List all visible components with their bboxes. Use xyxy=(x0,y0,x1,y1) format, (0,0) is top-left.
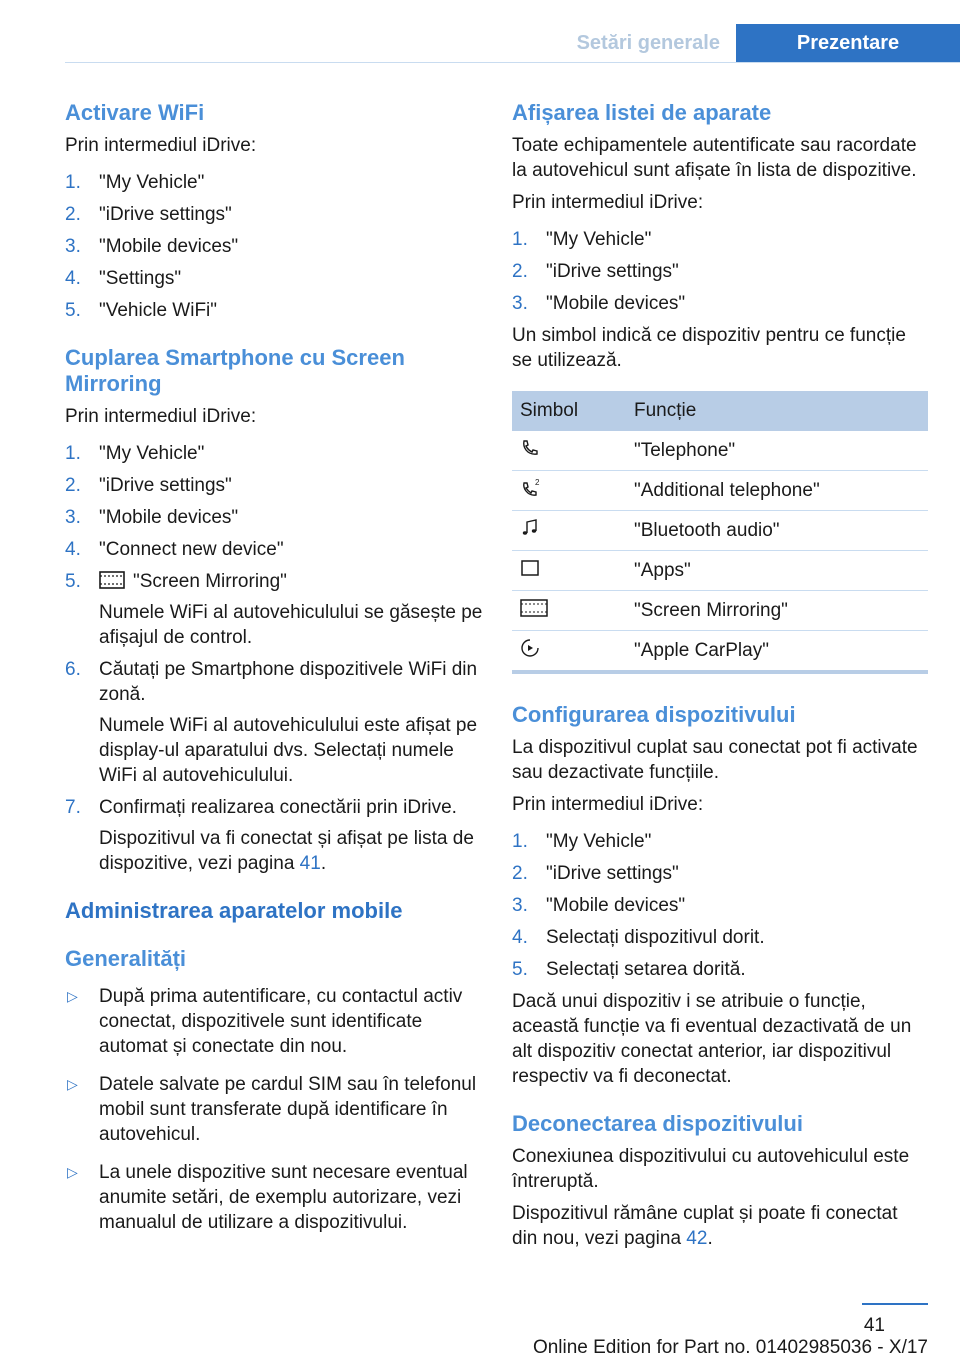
mirroring-heading: Cuplarea Smartphone cu Screen Mirroring xyxy=(65,345,405,396)
symbol-table xyxy=(512,391,928,674)
function-cell: "Screen Mirroring" xyxy=(626,591,928,631)
list-item: 3. "Mobile devices" xyxy=(65,236,239,257)
list-item: 3. "Mobile devices" xyxy=(512,293,686,314)
function-cell: "Apple CarPlay" xyxy=(626,631,928,673)
footer-divider xyxy=(862,1303,928,1305)
page-number: 41 xyxy=(863,1315,885,1336)
config-text: La dispozitivul cuplat sau conectat pot fi activate sau dezactivate funcțiile. xyxy=(512,737,918,783)
table-row xyxy=(512,631,928,673)
list-item: ▷ Datele salvate pe cardul SIM sau în telefonul mobil sunt transferate după identificare în autovehicul. xyxy=(67,1074,477,1145)
mirroring-steps xyxy=(65,441,485,876)
list-item: 1. "My Vehicle" xyxy=(65,172,205,193)
right-column xyxy=(512,100,928,1251)
list-item: 3. "Mobile devices" xyxy=(512,895,686,916)
list-item: 6. Căutați pe Smartphone dispozitivele WiFi din zonă. Numele WiFi al autovehiculului este afișat pe display-ul aparatului dvs. Selectați numele WiFi al autovehiculului. xyxy=(65,657,485,788)
wifi-intro: Prin intermediul iDrive: xyxy=(65,135,257,156)
list-item: 1. "My Vehicle" xyxy=(512,831,652,852)
wifi-heading: Activare WiFi xyxy=(65,100,205,125)
step-note: Dispozitivul va fi conectat și afișat pe lista de dispozitive, vezi pagina 41. xyxy=(99,828,474,874)
config-intro: Prin intermediul iDrive: xyxy=(512,794,704,815)
table-row xyxy=(512,591,928,631)
device-list-steps xyxy=(512,227,928,316)
function-cell: "Apps" xyxy=(626,551,928,591)
page-header xyxy=(65,24,960,63)
table-row xyxy=(512,471,928,511)
list-item: 1. "My Vehicle" xyxy=(512,229,652,250)
edition-text: Online Edition for Part no. 01402985036 - X/17 xyxy=(532,1337,928,1358)
table-header-row xyxy=(512,391,928,431)
page-ref-link[interactable]: 41 xyxy=(299,853,321,874)
device-list-text: Toate echipamentele autentificate sau racordate la autovehicul sunt afișate în lista de dispozitive. xyxy=(512,135,917,181)
general-heading: Generalități xyxy=(65,946,187,971)
triangle-bullet-icon: ▷ xyxy=(67,1076,78,1092)
column-header: Funcție xyxy=(626,391,928,431)
list-item: ▷ La unele dispozitive sunt necesare eventual anumite setări, de exemplu autorizare, vezi manualul de utilizare a dispozitivului. xyxy=(67,1162,468,1233)
phone-icon xyxy=(520,438,540,458)
page-ref-link[interactable]: 42 xyxy=(686,1228,708,1249)
apps-square-icon xyxy=(520,558,540,578)
symbol-note: Un simbol indică ce dispozitiv pentru ce funcție se utilizează. xyxy=(512,325,906,371)
screen-mirroring-icon xyxy=(99,571,125,589)
list-item: 4. "Settings" xyxy=(65,268,182,289)
table-row xyxy=(512,431,928,471)
triangle-bullet-icon: ▷ xyxy=(67,1164,78,1180)
list-item: 3. "Mobile devices" xyxy=(65,507,239,528)
list-item: 4. "Connect new device" xyxy=(65,539,284,560)
wifi-steps xyxy=(65,170,485,323)
config-steps xyxy=(512,829,928,982)
mirroring-intro: Prin intermediul iDrive: xyxy=(65,406,257,427)
list-item: 2. "iDrive settings" xyxy=(512,261,679,282)
table-row xyxy=(512,511,928,551)
header-section: Setări generale xyxy=(576,32,720,54)
header-tab: Prezentare xyxy=(736,24,960,62)
config-note: Dacă unui dispozitiv i se atribuie o funcție, această funcție va fi eventual dezactivată de un alt dispozitiv conectat anterior, iar dispozitivul respectiv va fi deconectat. xyxy=(512,991,912,1087)
svg-text:2: 2 xyxy=(535,477,540,487)
function-cell: "Telephone" xyxy=(626,431,928,471)
phone-2-icon xyxy=(520,478,542,498)
list-item: 2. "iDrive settings" xyxy=(512,863,679,884)
page-footer xyxy=(0,1303,960,1362)
config-heading: Configurarea dispozitivului xyxy=(512,702,796,727)
triangle-bullet-icon: ▷ xyxy=(67,988,78,1004)
device-list-heading: Afișarea listei de aparate xyxy=(512,100,772,125)
step-note: Numele WiFi al autovehiculului se găsește pe afișajul de control. xyxy=(99,602,483,648)
list-item: 2. "iDrive settings" xyxy=(65,204,232,225)
list-item: 5. "Vehicle WiFi" xyxy=(65,300,218,321)
music-note-icon xyxy=(520,518,540,538)
disconnect-text: Conexiunea dispozitivului cu autovehiculul este întreruptă. xyxy=(512,1146,910,1192)
disconnect-note: Dispozitivul rămâne cuplat și poate fi conectat din nou, vezi pagina 42. xyxy=(512,1203,898,1249)
list-item: 1. "My Vehicle" xyxy=(65,443,205,464)
column-header: Simbol xyxy=(512,391,626,431)
carplay-icon xyxy=(520,638,540,658)
step-note: Numele WiFi al autovehiculului este afișat pe display-ul aparatului dvs. Selectați numele WiFi al autovehiculului. xyxy=(99,715,478,786)
list-item: 5. Selectați setarea dorită. xyxy=(512,959,746,980)
list-item: 4. Selectați dispozitivul dorit. xyxy=(512,927,765,948)
device-list-intro: Prin intermediul iDrive: xyxy=(512,192,704,213)
admin-heading: Administrarea aparatelor mobile xyxy=(65,898,403,923)
list-item: 7. Confirmați realizarea conectării prin iDrive. Dispozitivul va fi conectat și afișat pe lista de dispozitive, vezi pagina 41. xyxy=(65,795,485,876)
list-item: ▷ După prima autentificare, cu contactul activ conectat, dispozitivele sunt identificate automat și conectate din nou. xyxy=(67,986,463,1057)
general-bullets xyxy=(65,984,485,1235)
function-cell: "Additional telephone" xyxy=(626,471,928,511)
disconnect-heading: Deconectarea dispozitivului xyxy=(512,1111,803,1136)
screen-mirroring-icon xyxy=(520,598,548,618)
list-item: 5. "Screen Mirroring" Numele WiFi al autovehiculului se găsește pe afișajul de control. xyxy=(65,569,485,650)
left-column xyxy=(65,100,485,1248)
table-row xyxy=(512,551,928,591)
list-item: 2. "iDrive settings" xyxy=(65,475,232,496)
function-cell: "Bluetooth audio" xyxy=(626,511,928,551)
